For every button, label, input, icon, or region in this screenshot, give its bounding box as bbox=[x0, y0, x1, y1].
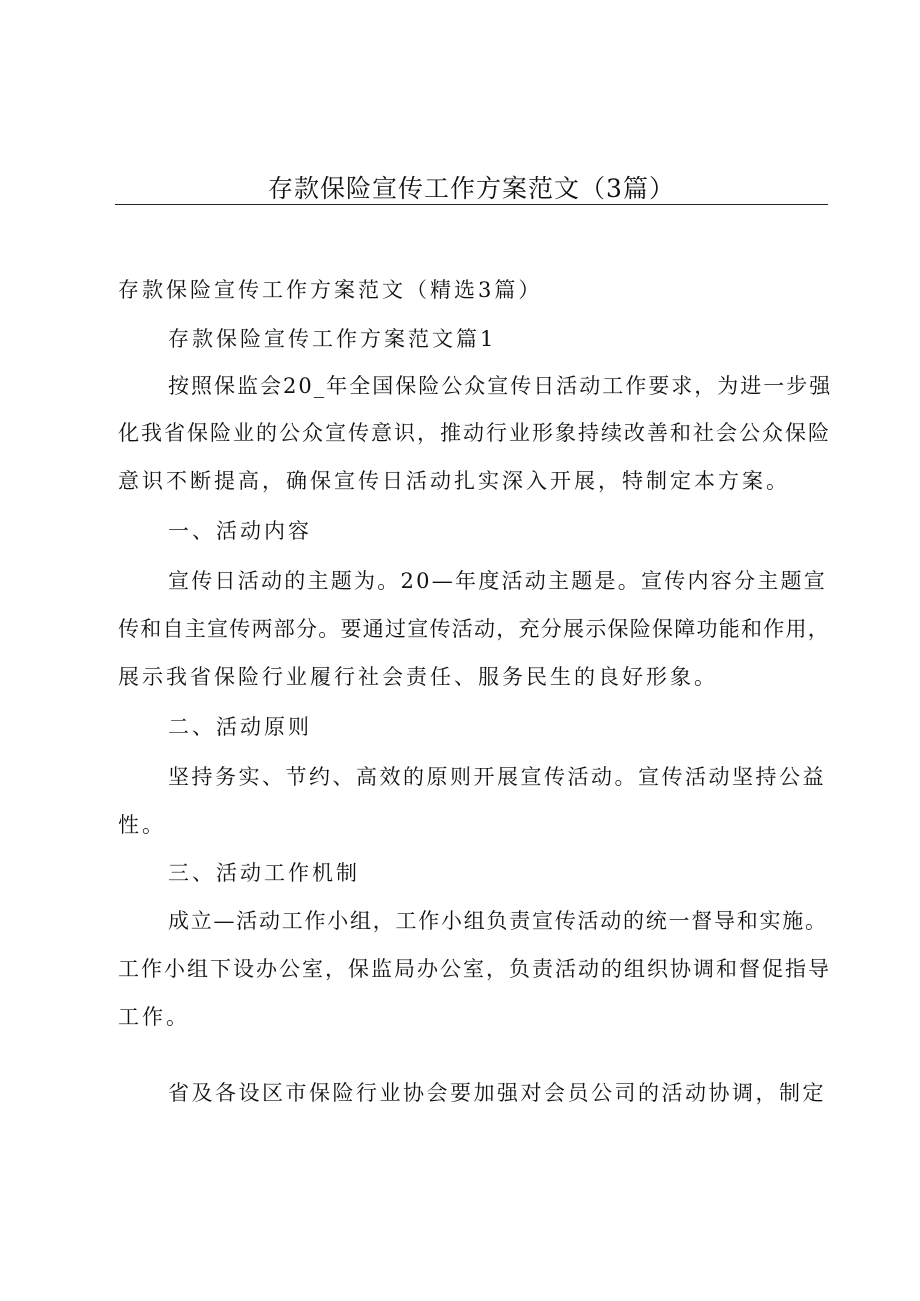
paragraph-line: 展示我省保险行业履行社会责任、服务民生的良好形象。 bbox=[118, 665, 718, 689]
paragraph-line: 工作小组下设办公室，保监局办公室，负责活动的组织协调和督促指导 bbox=[118, 957, 831, 981]
title-underline bbox=[115, 204, 828, 205]
paragraph-line: 成立—活动工作小组，工作小组负责宣传活动的统一督导和实施。 bbox=[168, 909, 828, 933]
section-heading-part-1: 存款保险宣传工作方案范文篇1 bbox=[168, 327, 497, 351]
paragraph-line: 工作。 bbox=[118, 1005, 190, 1029]
heading-activity-mechanism: 三、活动工作机制 bbox=[168, 861, 360, 885]
document-title: 存款保险宣传工作方案范文（3篇） bbox=[268, 174, 675, 203]
paragraph-line: 传和自主宣传两部分。要通过宣传活动，充分展示保险保障功能和作用， bbox=[118, 617, 830, 641]
paragraph-line: 坚持务实、节约、高效的原则开展宣传活动。宣传活动坚持公益 bbox=[168, 765, 826, 789]
subtitle-line: 存款保险宣传工作方案范文（精选3篇） bbox=[118, 278, 543, 302]
paragraph-line: 化我省保险业的公众宣传意识，推动行业形象持续改善和社会公众保险 bbox=[118, 421, 831, 445]
paragraph-line: 宣传日活动的主题为。20—年度活动主题是。宣传内容分主题宣 bbox=[168, 569, 827, 593]
heading-activity-principles: 二、活动原则 bbox=[168, 715, 312, 739]
paragraph-line: 性。 bbox=[118, 813, 166, 837]
paragraph-line: 按照保监会20_年全国保险公众宣传日活动工作要求，为进一步强 bbox=[168, 374, 833, 398]
paragraph-line: 省及各设区市保险行业协会要加强对会员公司的活动协调，制定 bbox=[168, 1081, 826, 1105]
paragraph-line: 意识不断提高，确保宣传日活动扎实深入开展，特制定本方案。 bbox=[118, 469, 790, 493]
heading-activity-content: 一、活动内容 bbox=[168, 519, 312, 543]
